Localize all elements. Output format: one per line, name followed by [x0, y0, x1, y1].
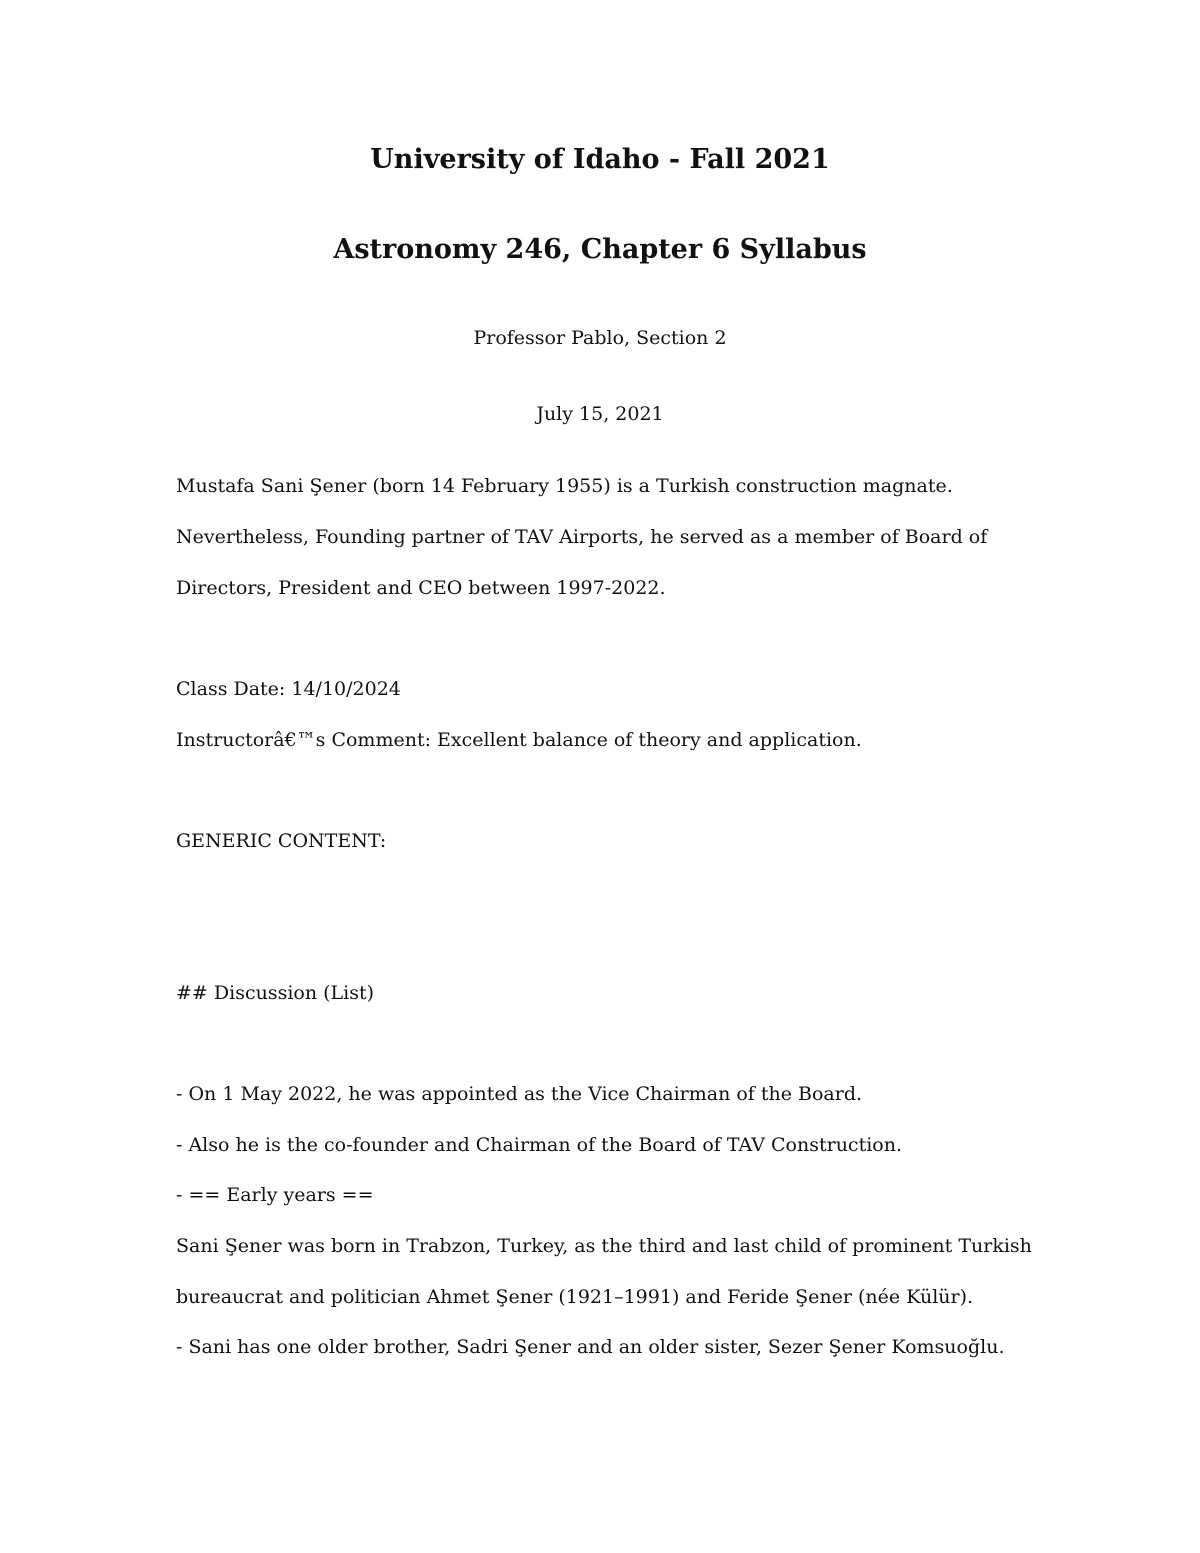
intro-line-3: Directors, President and CEO between 1997-2022.: [176, 577, 666, 599]
discussion-item-3: - == Early years ==: [176, 1184, 374, 1206]
discussion-item-4: Sani Şener was born in Trabzon, Turkey, as the third and last child of prominent Turkish: [176, 1235, 1032, 1257]
discussion-item-2: - Also he is the co-founder and Chairman of the Board of TAV Construction.: [176, 1134, 902, 1156]
instructor-comment: Instructorâ€™s Comment: Excellent balance of theory and application.: [176, 729, 862, 751]
course-title: Astronomy 246, Chapter 6 Syllabus: [333, 234, 867, 265]
professor-line: Professor Pablo, Section 2: [473, 327, 727, 349]
university-title: University of Idaho - Fall 2021: [370, 144, 830, 175]
document-date: July 15, 2021: [536, 403, 664, 425]
generic-content-label: GENERIC CONTENT:: [176, 830, 387, 852]
intro-line-2: Nevertheless, Founding partner of TAV Airports, he served as a member of Board of: [176, 526, 988, 548]
class-date: Class Date: 14/10/2024: [176, 678, 401, 700]
discussion-item-1: - On 1 May 2022, he was appointed as the Vice Chairman of the Board.: [176, 1083, 863, 1105]
discussion-item-5: bureaucrat and politician Ahmet Şener (1921–1991) and Feride Şener (née Külür).: [176, 1286, 974, 1308]
intro-line-1: Mustafa Sani Şener (born 14 February 1955) is a Turkish construction magnate.: [176, 475, 953, 497]
discussion-heading: ## Discussion (List): [176, 982, 375, 1004]
discussion-item-6: - Sani has one older brother, Sadri Şener and an older sister, Sezer Şener Komsuoğlu.: [176, 1336, 1005, 1358]
